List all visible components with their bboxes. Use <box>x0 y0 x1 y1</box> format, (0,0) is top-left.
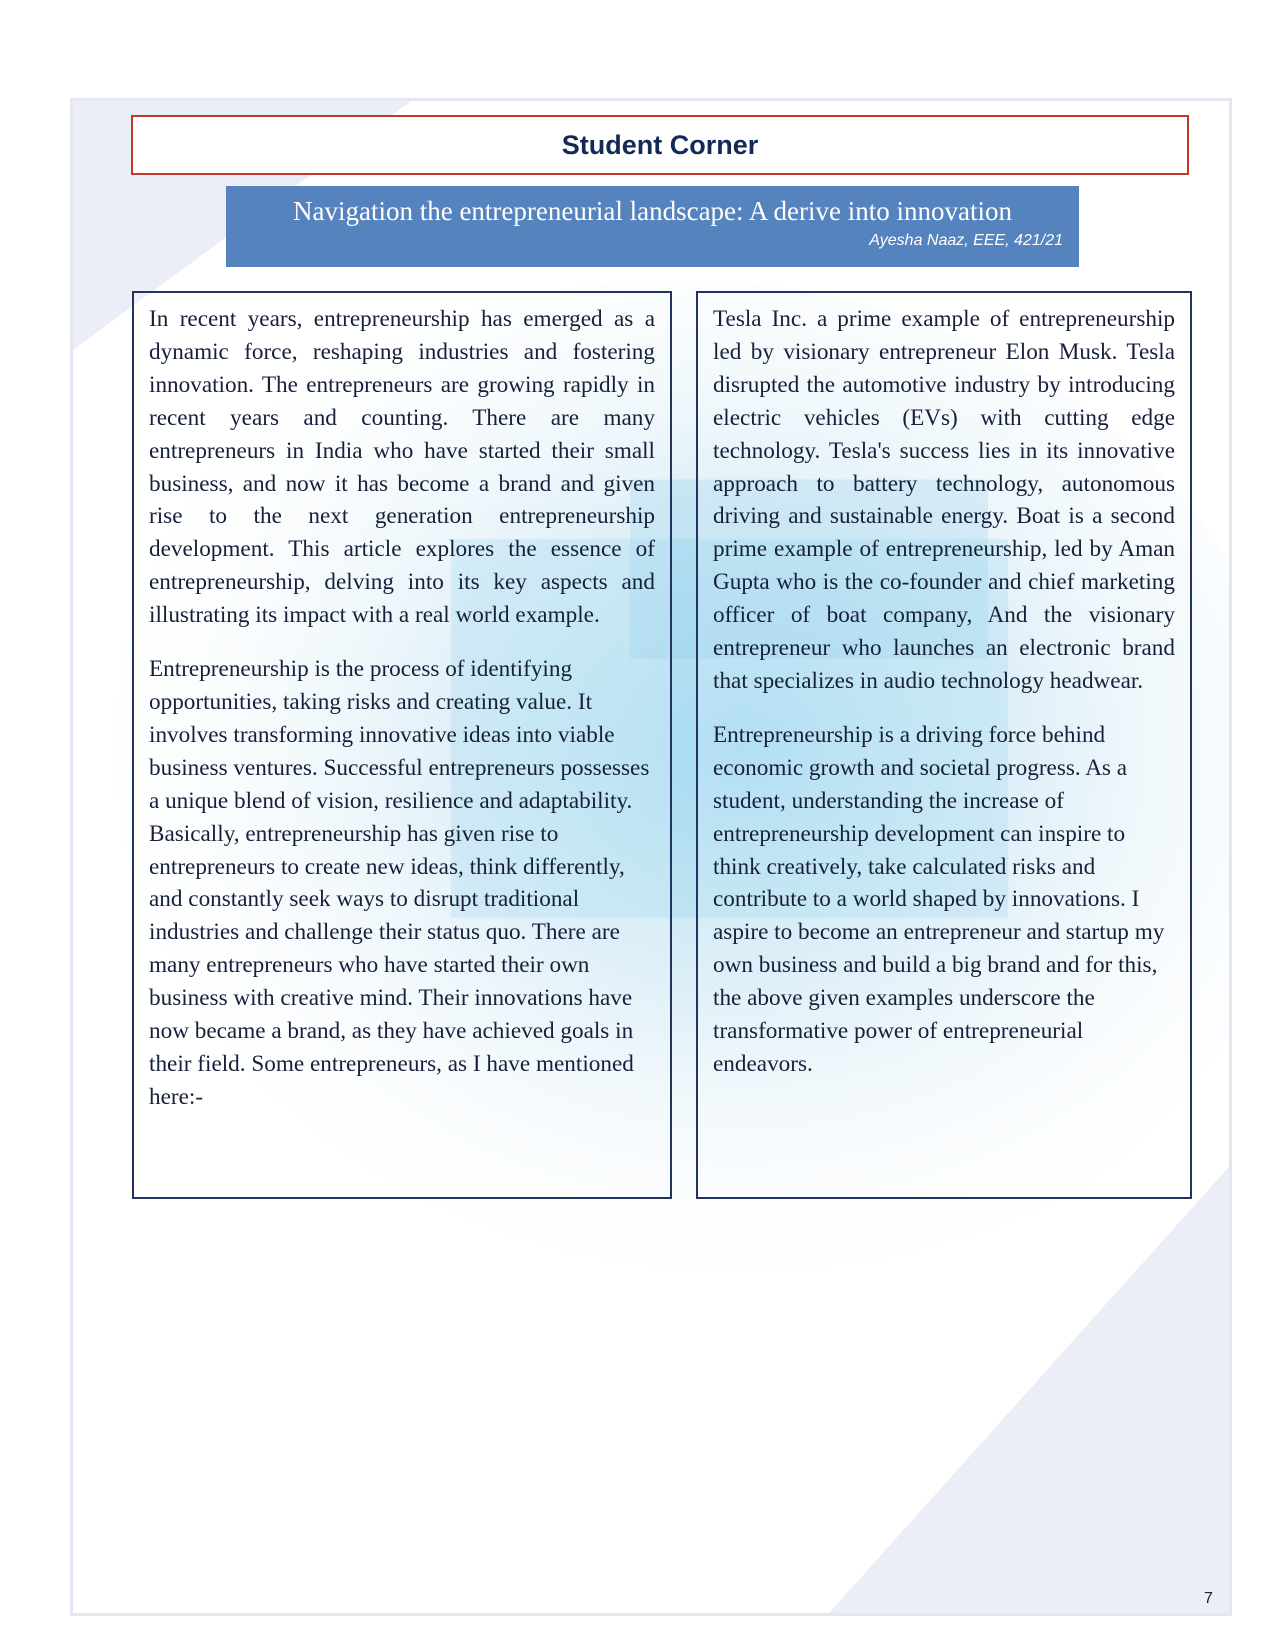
article-author: Ayesha Naaz, EEE, 421/21 <box>869 232 1063 249</box>
right-column <box>696 291 1192 1199</box>
section-title: Student Corner <box>561 129 759 160</box>
article-title-banner <box>226 186 1079 267</box>
article-title: Navigation the entrepreneurial landscape: A derive into innovation <box>292 196 1013 226</box>
paragraph: In recent years, entrepreneurship has emerged as a dynamic force, reshaping industries and fostering innovation. The entrepreneurs are growing rapidly in recent years and counting. There are many entrepreneurs in India who have started their small business, and now it has become a brand and given rise to the next generation entrepreneurship development. This article explores the essence of entrepreneurship, delving into its key aspects and illustrating its impact with a real world example. <box>149 306 655 629</box>
page-number: 7 <box>1204 1590 1213 1607</box>
paragraph: Tesla Inc. a prime example of entrepreneurship led by visionary entrepreneur Elon Musk. Tesla disrupted the automotive industry by introducing electric vehicles (EVs) with cutting edge technology. Tesla's success lies in its innovative approach to battery technology, autonomous driving and sustainable energy. Boat is a second prime example of entrepreneurship, led by Aman Gupta who is the co-founder and chief marketing officer of boat company, And the visionary entrepreneur who launches an electronic brand that specializes in audio technology headwear. <box>713 306 1175 694</box>
paragraph: Entrepreneurship is a driving force behind economic growth and societal progress. As a student, understanding the increase of entrepreneurship development can inspire to think creatively, take calculated risks and contribute to a world shaped by innovations. I aspire to become an entrepreneur and startup my own business and build a big brand and for this, the above given examples underscore the transformative power of entrepreneurial endeavors. <box>713 721 1165 1077</box>
section-header <box>131 115 1189 175</box>
left-column <box>132 291 672 1199</box>
paragraph: Entrepreneurship is the process of identifying opportunities, taking risks and creating value. It involves transforming innovative ideas into viable business ventures. Successful entrepreneurs possesses a unique blend of vision, resilience and adaptability. Basically, entrepreneurship has given rise to entrepreneurs to create new ideas, think differently, and constantly seek ways to disrupt traditional industries and challenge their status quo. There are many entrepreneurs who have started their own business with creative mind. Their innovations have now became a brand, as they have achieved goals in their field. Some entrepreneurs, as I have mentioned here:- <box>149 656 650 1110</box>
